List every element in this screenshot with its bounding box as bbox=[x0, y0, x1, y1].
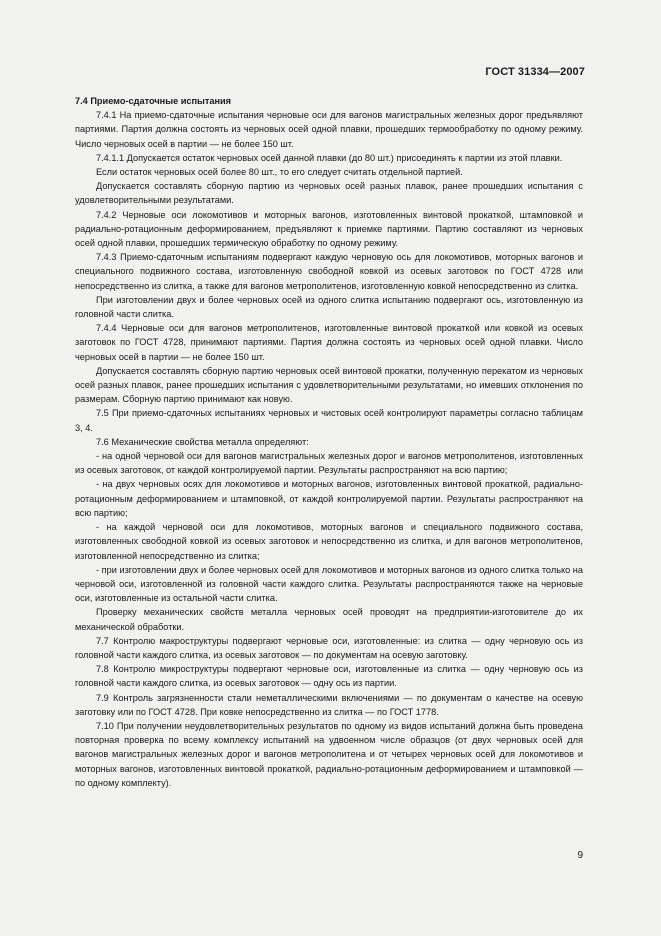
paragraph: 7.4.3 Приемо-сдаточным испытаниям подвергают каждую черновую ось для локомотивов, моторных вагонов и специального подвижного состава, изготовленную свободной ковкой из осевых заготовок по ГОСТ 4728 или непосредственно из слитка, а также для вагонов метрополитенов, изготовленную ковкой непосредственно из слитка. bbox=[75, 252, 583, 291]
paragraph: Допускается составлять сборную партию черновых осей винтовой прокатки, полученную перекатом из черновых осей разных плавок, ранее прошедших испытания с удовлетворительными результатами, но имевших отклонения по размерам. Сборную партию принимают как новую. bbox=[75, 365, 583, 405]
document-code: ГОСТ 31334—2007 bbox=[485, 66, 585, 78]
paragraph: 7.9 Контроль загрязненности стали неметаллическими включениями — по документам о качестве на осевую заготовку или по ГОСТ 4728. При ковке непосредственно из слитка — по ГОСТ 1778. bbox=[75, 692, 583, 717]
paragraph: 7.4.1.1 Допускается остаток черновых осей данной плавки (до 80 шт.) присоединять к партии из этой плавки. bbox=[96, 152, 563, 163]
paragraph: При изготовлении двух и более черновых осей из одного слитка испытанию подвергают ось, изготовленную из головной части слитка. bbox=[75, 294, 583, 320]
paragraph: 7.10 При получении неудовлетворительных результатов по одному из видов испытаний должна быть проведена повторная проверка по всему комплексу испытаний на удвоенном числе образцов (от двух черновых осей для вагонов магистральных железных дорог и вагонов метрополитена и от четырех черновых осей для локомотивов и моторных вагонов, изготовленных винтовой прокаткой, радиально-ротационным деформированием и штамповкой — по одному комплекту). bbox=[75, 720, 583, 788]
list-item: - на каждой черновой оси для локомотивов, моторных вагонов и специального подвижного состава, изготовленных свободной ковкой из осевых заготовок и непосредственно из слитка, и для вагонов метрополитенов, изготовленной непосредственно из слитка; bbox=[75, 522, 583, 561]
page-number: 9 bbox=[577, 850, 583, 861]
paragraph: 7.4.1 На приемо-сдаточные испытания черновые оси для вагонов магистральных железных дорог предъявляют партиями. Партия должна состоять из черновых осей одной плавки, прошедших термообработку по одному режиму. Число черновых осей в партии — не более 150 шт. bbox=[75, 110, 583, 149]
paragraph: 7.7 Контролю макроструктуры подвергают черновые оси, изготовленные: из слитка — одну черновую ось из головной части каждого слитка, из осевых заготовок — по документам на осевую заготовку. bbox=[75, 635, 583, 660]
section-title: 7.4 Приемо-сдаточные испытания bbox=[75, 96, 232, 106]
paragraph: Если остаток черновых осей более 80 шт., то его следует считать отдельной партией. bbox=[96, 167, 463, 178]
paragraph: 7.4.2 Черновые оси локомотивов и моторных вагонов, изготовленных винтовой прокаткой, штамповкой и радиально-ротационным деформированием, предъявляют к приемке партиями. Партию составляют из черновых осей одной плавки, прошедших термическую обработку по одному режиму. bbox=[75, 209, 583, 249]
paragraph: 7.8 Контролю микроструктуры подвергают черновые оси, изготовленные из слитка — одну черновую ось из головной части каждого слитка, из осевых заготовок — одну ось из партии. bbox=[75, 664, 583, 689]
paragraph: 7.5 При приемо-сдаточных испытаниях черновых и чистовых осей контролируют параметры согласно таблицам 3, 4. bbox=[75, 408, 583, 433]
paragraph: 7.4.4 Черновые оси для вагонов метрополитенов, изготовленные винтовой прокаткой или ковкой из осевых заготовок по ГОСТ 4728, принимают партиями. Партия должна состоять из черновых осей одной плавки. Число черновых осей в партии — не более 150 шт. bbox=[75, 323, 583, 362]
list-item: - на двух черновых осях для локомотивов и моторных вагонов, изготовленных винтовой прокаткой, радиально-ротационным деформированием и штамповкой, от каждой контролируемой партии. Результаты распространяют на всю партию; bbox=[75, 479, 583, 518]
list-item: - при изготовлении двух и более черновых осей для локомотивов и моторных вагонов из одного слитка только на черновой оси, изготовленной из головной части каждого слитка. Результаты распространяются также на черновые оси, изготовленные из остальной части слитка. bbox=[75, 564, 583, 604]
paragraph: Проверку механических свойств металла черновых осей проводят на предприятии-изготовителе до их механической обработки. bbox=[75, 607, 583, 632]
document-body bbox=[75, 94, 583, 790]
paragraph: 7.6 Механические свойства металла определяют: bbox=[96, 436, 309, 447]
list-item: - на одной черновой оси для вагонов магистральных железных дорог и вагонов метрополитенов, изготовленных из осевых заготовок, от каждой контролируемой партии. Результаты распространяют на всю партию; bbox=[75, 451, 583, 476]
paragraph: Допускается составлять сборную партию из черновых осей разных плавок, ранее прошедших испытания с удовлетворительными результатами. bbox=[75, 181, 583, 206]
